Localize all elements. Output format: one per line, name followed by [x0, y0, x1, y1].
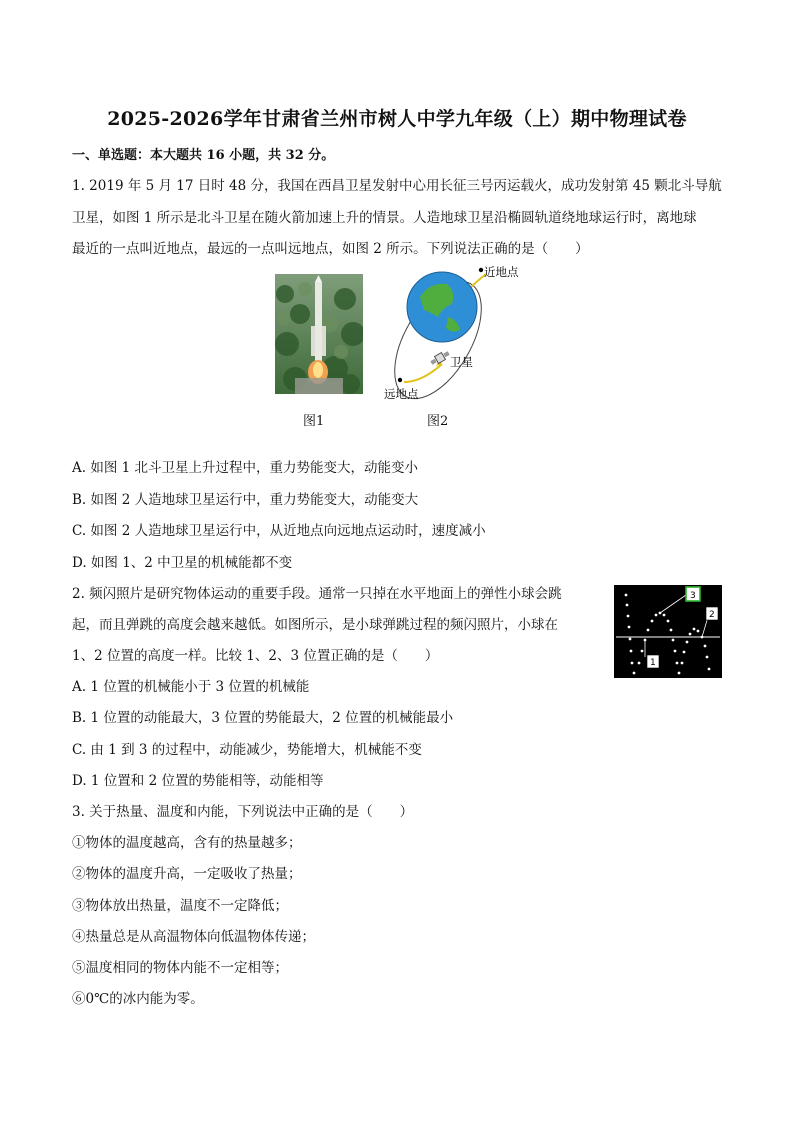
- q1-stem-line-1: 1. 2019 年 5 月 17 日时 48 分，我国在西昌卫星发射中心用长征三号丙运载火，成功发射第 45 颗北斗导航: [72, 178, 722, 194]
- q3-statement-5: ⑤温度相同的物体内能不一定相等；: [72, 960, 288, 976]
- q3-statement-4: ④热量总是从高温物体向低温物体传递；: [72, 929, 315, 945]
- position-label-1: 1: [650, 658, 656, 668]
- rocket-launch-photo: [275, 274, 363, 394]
- q3-statement-2: ②物体的温度升高，一定吸收了热量；: [72, 866, 302, 882]
- q2-stem-line-3: 1、2 位置的高度一样。比较 1、2、3 位置正确的是（ ）: [72, 648, 439, 664]
- perigee-label: 近地点: [484, 265, 519, 279]
- q1-option-c: C. 如图 2 人造地球卫星运行中，从近地点向远地点运动时，速度减小: [72, 523, 486, 539]
- figure2-caption: 图2: [427, 414, 449, 429]
- position-label-2: 2: [709, 610, 715, 620]
- q3-statement-6: ⑥0℃的冰内能为零。: [72, 991, 204, 1007]
- q1-option-b: B. 如图 2 人造地球卫星运行中，重力势能变大，动能变大: [72, 492, 419, 508]
- q1-option-d: D. 如图 1、2 中卫星的机械能都不变: [72, 555, 293, 571]
- exam-title: 2025-2026学年甘肃省兰州市树人中学九年级（上）期中物理试卷: [107, 108, 687, 130]
- q3-statement-1: ①物体的温度越高，含有的热量越多；: [72, 835, 302, 851]
- q2-option-d: D. 1 位置和 2 位置的势能相等，动能相等: [72, 773, 324, 789]
- position-label-3: 3: [690, 591, 696, 601]
- apogee-label: 远地点: [384, 387, 419, 401]
- section-heading: 一、单选题：本大题共 16 小题，共 32 分。: [72, 148, 335, 163]
- q1-stem-line-3: 最近的一点叫近地点，最远的一点叫远地点，如图 2 所示。下列说法正确的是（ ）: [72, 241, 589, 257]
- q2-stem-line-1: 2. 频闪照片是研究物体运动的重要手段。通常一只掉在水平地面上的弹性小球会跳: [72, 586, 562, 602]
- satellite-label: 卫星: [450, 355, 473, 369]
- q3-statement-3: ③物体放出热量，温度不一定降低；: [72, 898, 288, 914]
- figure1-caption: 图1: [303, 414, 325, 429]
- q2-option-a: A. 1 位置的机械能小于 3 位置的机械能: [72, 679, 310, 695]
- q2-option-c: C. 由 1 到 3 的过程中，动能减少，势能增大，机械能不变: [72, 742, 422, 758]
- q1-stem-line-2: 卫星，如图 1 所示是北斗卫星在随火箭加速上升的情景。人造地球卫星沿椭圆轨道绕地球运行时，离地球: [72, 210, 697, 226]
- satellite-orbit-diagram: [382, 262, 542, 402]
- bouncing-ball-strobe-photo: [614, 585, 722, 678]
- q2-option-b: B. 1 位置的动能最大，3 位置的势能最大，2 位置的机械能最小: [72, 710, 454, 726]
- q2-stem-line-2: 起，而且弹跳的高度会越来越低。如图所示，是小球弹跳过程的频闪照片，小球在: [72, 617, 558, 633]
- q3-stem: 3. 关于热量、温度和内能，下列说法中正确的是（ ）: [72, 804, 414, 820]
- q1-option-a: A. 如图 1 北斗卫星上升过程中，重力势能变大，动能变小: [72, 460, 419, 476]
